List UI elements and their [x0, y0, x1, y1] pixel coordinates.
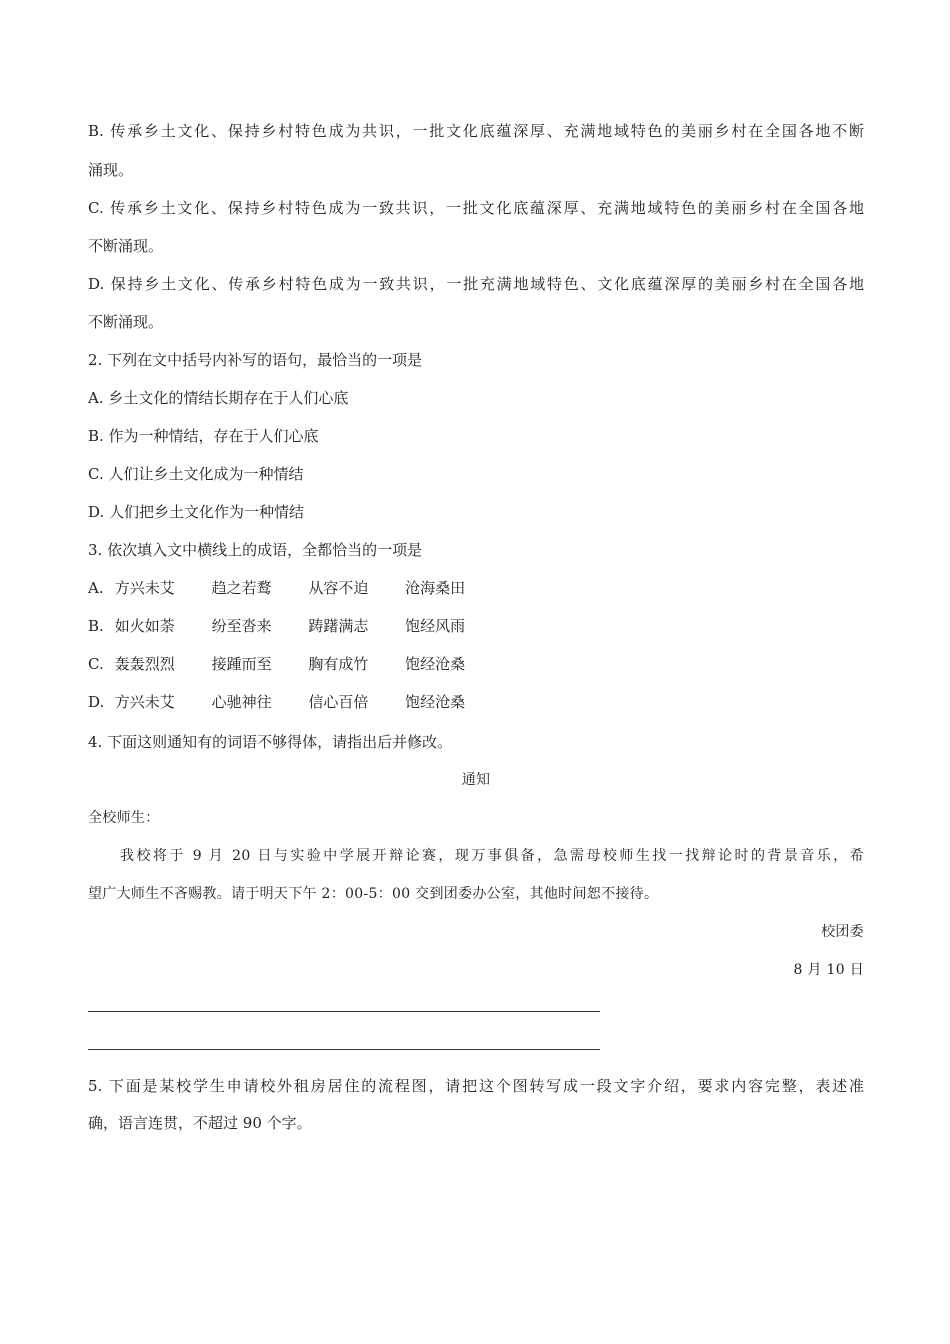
q1-option-c-line2: 不断涌现。: [88, 237, 164, 255]
q2-option-c: C. 人们让乡土文化成为一种情结: [88, 465, 304, 483]
q5-stem-line2: 确，语言连贯，不超过 90 个字。: [88, 1114, 312, 1132]
idiom: 纷至沓来: [211, 617, 272, 635]
idiom: 心驰神往: [211, 693, 272, 711]
notice-body-line2: 望广大师生不吝赐教。请于明天下午 2：00-5：00 交到团委办公室，其他时间恕不接待。: [88, 886, 659, 902]
option-label: B.: [88, 617, 104, 635]
option-label: A.: [88, 579, 104, 597]
q1-option-c-line1: C. 传承乡土文化、保持乡村特色成为一致共识，一批文化底蕴深厚、充满地域特色的美丽乡村在全国各地: [88, 199, 864, 217]
idiom: 饱经风雨: [405, 617, 466, 635]
idiom: 如火如荼: [114, 617, 175, 635]
option-label: D.: [88, 693, 105, 711]
q3-option-c: [88, 654, 497, 674]
notice-date: 8 月 10 日: [793, 962, 864, 978]
idiom: 方兴未艾: [114, 693, 175, 711]
idiom: 接踵而至: [211, 655, 272, 673]
q1-option-b-line2: 涌现。: [88, 161, 134, 179]
q5-stem-line1: 5. 下面是某校学生申请校外租房居住的流程图，请把这个图转写成一段文字介绍，要求内容完整，表述准: [88, 1077, 864, 1095]
answer-line-2[interactable]: [88, 1049, 600, 1050]
q3-stem: 3. 依次填入文中横线上的成语，全都恰当的一项是: [88, 541, 423, 559]
notice-signature: 校团委: [821, 924, 864, 940]
q1-option-d-line2: 不断涌现。: [88, 313, 164, 331]
q2-option-a: A. 乡土文化的情结长期存在于人们心底: [88, 389, 349, 407]
q2-option-b: B. 作为一种情结，存在于人们心底: [88, 427, 319, 445]
option-label: C.: [88, 655, 104, 673]
q1-option-d-line1: D. 保持乡土文化、传承乡村特色成为一致共识，一批充满地域特色、文化底蕴深厚的美丽乡村在全国各地: [88, 275, 864, 293]
answer-line-1[interactable]: [88, 1011, 600, 1012]
q3-option-a: [88, 578, 497, 598]
q3-option-d: [88, 692, 497, 712]
idiom: 轰轰烈烈: [114, 655, 175, 673]
idiom: 沧海桑田: [405, 579, 466, 597]
notice-body-line1: 我校将于 9 月 20 日与实验中学展开辩论赛，现万事俱备，急需母校师生找一找辩论时的背景音乐，希: [120, 848, 864, 864]
idiom: 饱经沧桑: [405, 693, 466, 711]
q2-option-d: D. 人们把乡土文化作为一种情结: [88, 503, 305, 521]
idiom: 胸有成竹: [308, 655, 369, 673]
idiom: 趋之若鹜: [211, 579, 272, 597]
notice-title: 通知: [461, 772, 491, 788]
q2-stem: 2. 下列在文中括号内补写的语句，最恰当的一项是: [88, 351, 423, 369]
idiom: 踌躇满志: [308, 617, 369, 635]
idiom: 信心百倍: [308, 693, 369, 711]
q4-stem: 4. 下面这则通知有的词语不够得体，请指出后并修改。: [88, 733, 453, 751]
q1-option-b-line1: B. 传承乡土文化、保持乡村特色成为共识，一批文化底蕴深厚、充满地域特色的美丽乡村在全国各地不断: [88, 122, 864, 140]
idiom: 从容不迫: [308, 579, 369, 597]
idiom: 方兴未艾: [114, 579, 175, 597]
notice-greeting: 全校师生：: [88, 810, 160, 826]
q3-option-b: [88, 616, 497, 636]
idiom: 饱经沧桑: [405, 655, 466, 673]
